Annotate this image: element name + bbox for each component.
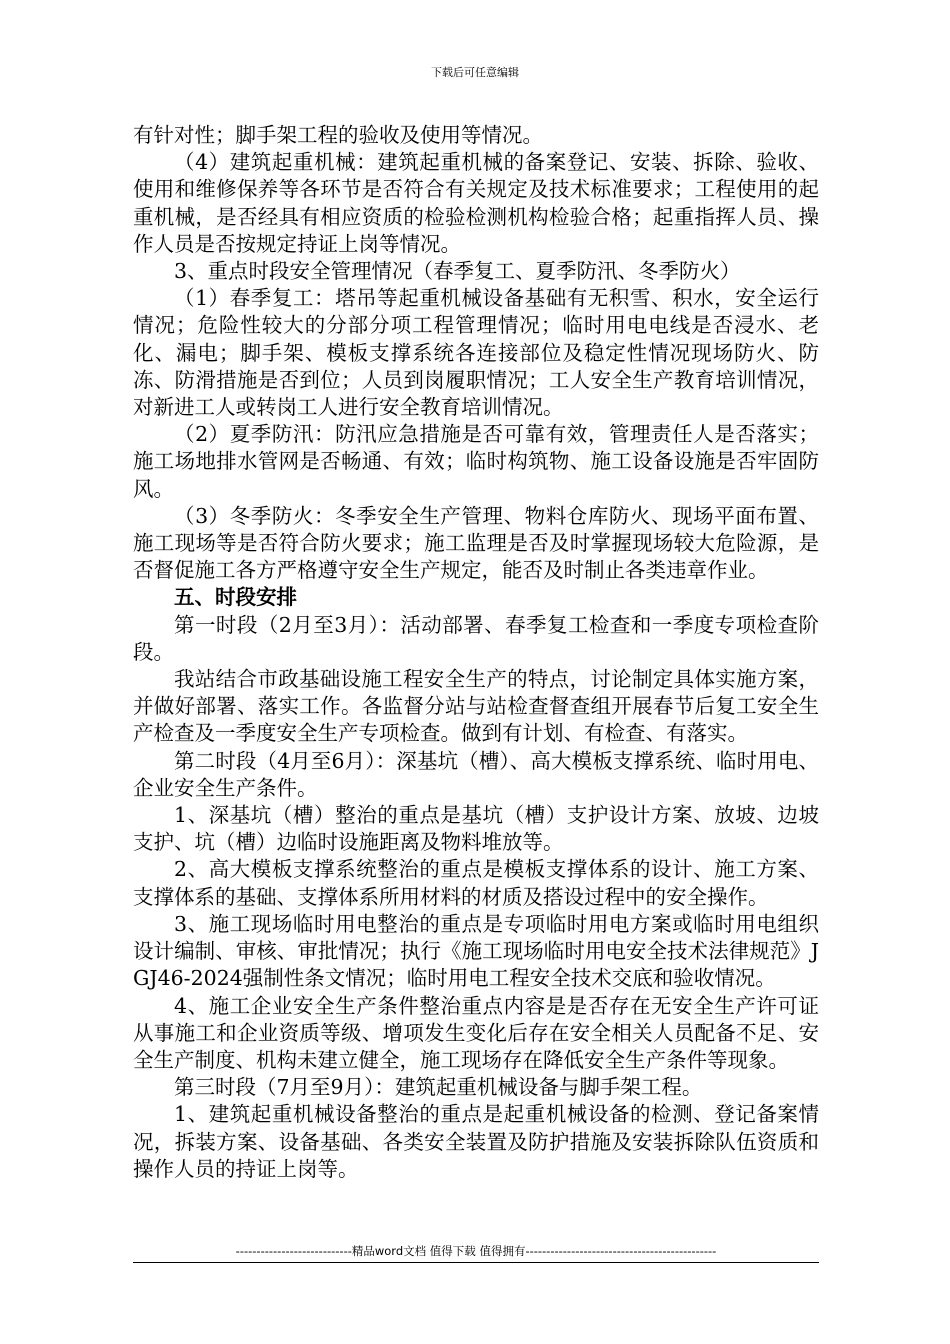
section-heading: 五、时段安排 — [174, 585, 297, 610]
paragraph: 我站结合市政基础设施工程安全生产的特点，讨论制定具体实施方案，并做好部署、落实工作。各监督分站与站检查督查组开展春节后复工安全生产检查及一季度安全生产专项检查。做到有计划、有检查、有落实。 — [133, 667, 819, 746]
paragraph: （4）建筑起重机械：建筑起重机械的备案登记、安装、拆除、验收、使用和维修保养等各环节是否符合有关规定及技术标准要求；工程使用的起重机械，是否经具有相应资质的检验检测机构检验合格；起重指挥人员、操作人员是否按规定持证上岗等情况。 — [133, 150, 819, 256]
footer-rule — [133, 1262, 819, 1263]
document-body — [133, 122, 819, 1183]
paragraph: （2）夏季防汛：防汛应急措施是否可靠有效，管理责任人是否落实；施工场地排水管网是否畅通、有效；临时构筑物、施工设备设施是否牢固防风。 — [133, 422, 819, 501]
paragraph: 有针对性；脚手架工程的验收及使用等情况。 — [133, 123, 543, 147]
paragraph: 第二时段（4月至6月）：深基坑（槽）、高大模板支撑系统、临时用电、企业安全生产条件。 — [133, 748, 819, 800]
paragraph: （1）春季复工：塔吊等起重机械设备基础有无积雪、积水，安全运行情况；危险性较大的分部分项工程管理情况；临时用电电线是否浸水、老化、漏电；脚手架、模板支撑系统各连接部位及稳定性情况现场防火、防冻、防滑措施是否到位；人员到岗履职情况；工人安全生产教育培训情况，对新进工人或转岗工人进行安全教育培训情况。 — [133, 286, 819, 420]
paragraph: 2、高大模板支撑系统整治的重点是模板支撑体系的设计、施工方案、支撑体系的基础、支撑体系所用材料的材质及搭设过程中的安全操作。 — [133, 857, 819, 909]
page-header: 下载后可任意编辑 — [431, 66, 519, 79]
paragraph: 4、施工企业安全生产条件整治重点内容是是否存在无安全生产许可证从事施工和企业资质等级、增项发生变化后存在安全相关人员配备不足、安全生产制度、机构未建立健全，施工现场存在降低安全生产条件等现象。 — [133, 993, 819, 1072]
paragraph: 第三时段（7月至9月）：建筑起重机械设备与脚手架工程。 — [174, 1075, 703, 1100]
paragraph: （3）冬季防火：冬季安全生产管理、物料仓库防火、现场平面布置、施工现场等是否符合防火要求；施工监理是否及时掌握现场较大危险源，是否督促施工各方严格遵守安全生产规定，能否及时制止各类违章作业。 — [133, 503, 819, 583]
paragraph: 1、建筑起重机械设备整治的重点是起重机械设备的检测、登记备案情况，拆装方案、设备基础、各类安全装置及防护措施及安装拆除队伍资质和操作人员的持证上岗等。 — [133, 1102, 819, 1181]
paragraph: 3、施工现场临时用电整治的重点是专项临时用电方案或临时用电组织设计编制、审核、审批情况；执行《施工现场临时用电安全技术法律规范》JGJ46-2024强制性条文情况；临时用电工程安全技术交底和验收情况。 — [133, 911, 819, 991]
paragraph: 3、重点时段安全管理情况（春季复工、夏季防汛、冬季防火） — [174, 259, 741, 284]
paragraph: 第一时段（2月至3月）：活动部署、春季复工检查和一季度专项检查阶段。 — [133, 612, 819, 664]
page-footer: ----------------------------精品word文档 值得下载 值得拥有---------------------------------------------- — [235, 1244, 717, 1258]
paragraph: 1、深基坑（槽）整治的重点是基坑（槽）支护设计方案、放坡、边坡支护、坑（槽）边临时设施距离及物料堆放等。 — [133, 803, 819, 855]
